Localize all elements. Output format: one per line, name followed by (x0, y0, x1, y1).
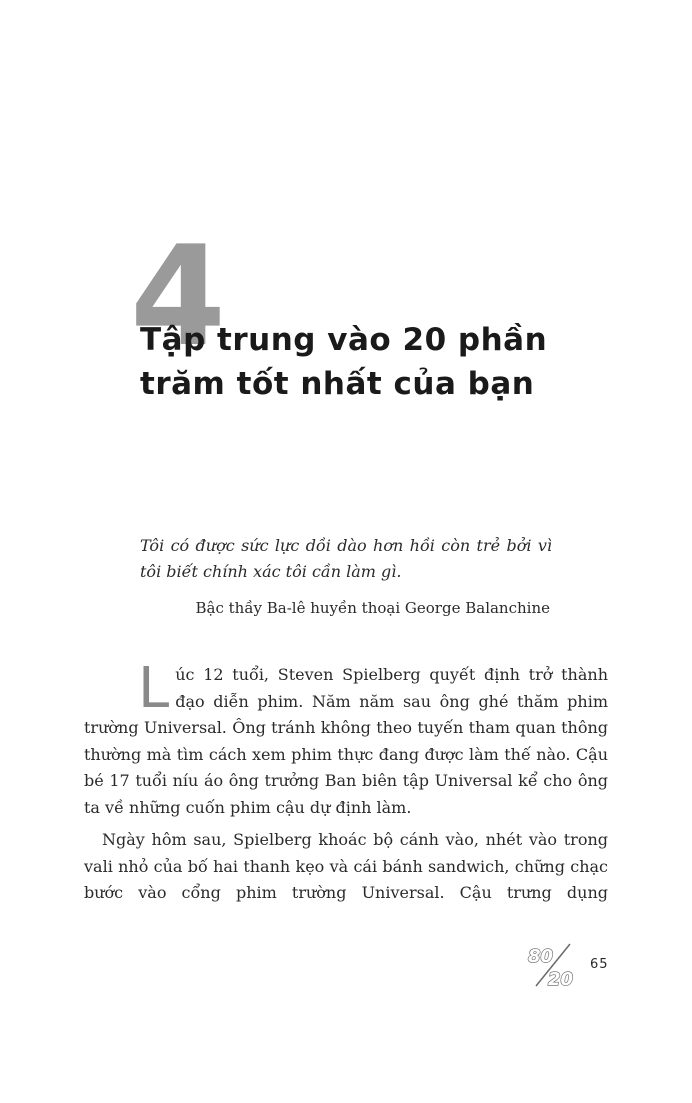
page-number: 65 (590, 957, 609, 972)
body-text (84, 656, 608, 913)
chapter-number: 4 (130, 216, 227, 377)
paragraph-1-text: úc 12 tuổi, Steven Spielberg quyết định trở thành đạo diễn phim. Năm năm sau ông ghé thăm phim trường Universal. Ông tránh không theo tuyến tham quan thông thường mà tìm cách xem phim thực đang được làm thế nào. Cậu bé 17 tuổi níu áo ông trưởng Ban biên tập Universal kể cho ông ta về những cuốn phim cậu dự định làm. (84, 665, 608, 817)
drop-cap: L (138, 656, 170, 721)
logo-bottom-number: 20 (548, 969, 574, 990)
epigraph-attribution: Bậc thầy Ba-lê huyền thoại George Balanchine (195, 599, 550, 617)
page-footer (524, 938, 614, 994)
paragraph-1 (84, 656, 608, 821)
logo-top-number: 80 (528, 946, 554, 967)
epigraph-quote: Tôi có được sức lực dồi dào hơn hồi còn trẻ bởi vì tôi biết chính xác tôi cần làm gì. (140, 536, 552, 581)
paragraph-2: Ngày hôm sau, Spielberg khoác bộ cánh vào, nhét vào trong vali nhỏ của bố hai thanh kẹo và cái bánh sandwich, chững chạc bước vào cổng phim trường Universal. Cậu trưng dụng (84, 830, 608, 902)
book-logo-8020 (524, 938, 580, 994)
chapter-title: Tập trung vào 20 phần trăm tốt nhất của bạn (140, 322, 548, 402)
